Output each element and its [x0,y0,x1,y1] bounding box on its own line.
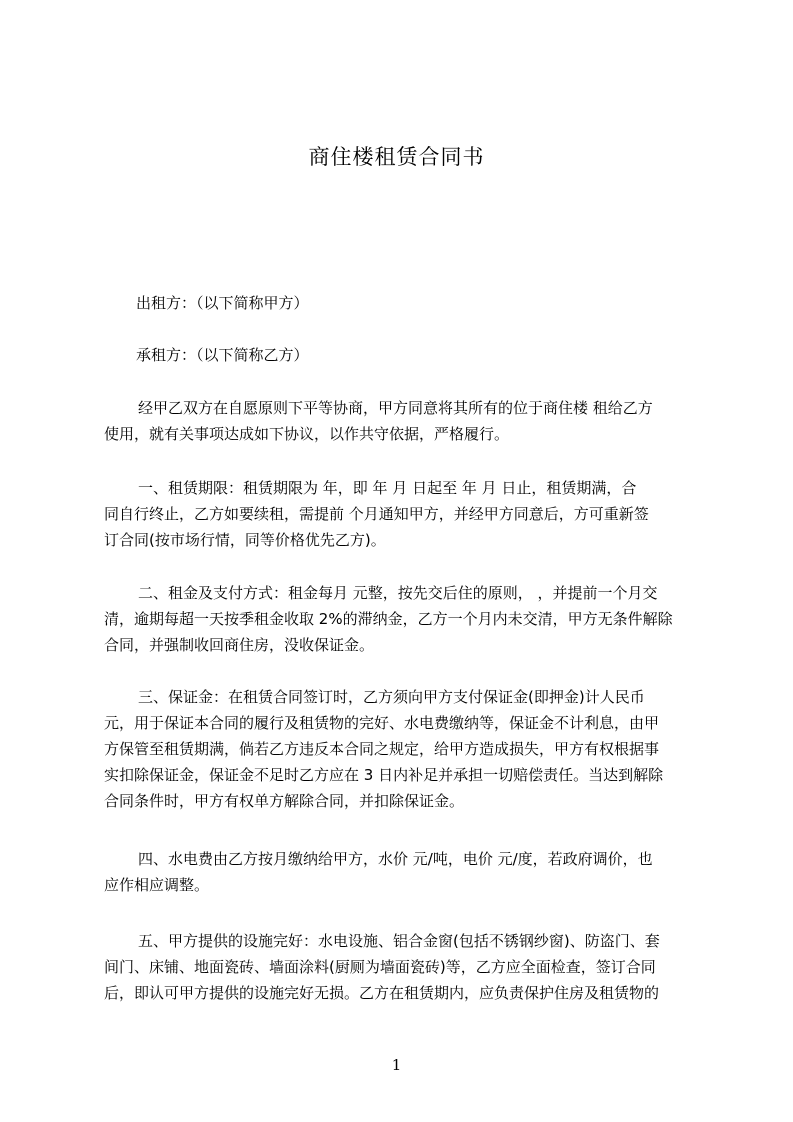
paragraph-line: 清，逾期每超一天按季租金收取 2%的滞纳金，乙方一个月内未交清，甲方无条件解除 [104,610,673,628]
paragraph-line: 同自行终止，乙方如要续租，需提前 个月通知甲方，并经甲方同意后，方可重新签 [104,505,649,523]
paragraph-line: 经甲乙双方在自愿原则下平等协商，甲方同意将其所有的位于商住楼 租给乙方 [138,399,653,417]
paragraph-line: 使用，就有关事项达成如下协议，以作共守依据，严格履行。 [104,425,510,443]
paragraph-line: 三、保证金：在租赁合同签订时，乙方须向甲方支付保证金(即押金)计人民币 [138,688,645,706]
clause-2-paragraph [104,580,700,658]
paragraph-line: 间门、床铺、地面瓷砖、墙面涂料(厨厕为墙面瓷砖)等，乙方应全面检查，签订合同 [104,958,656,976]
paragraph-line: 后，即认可甲方提供的设施完好无损。乙方在租赁期内，应负责保护住房及租赁物的 [104,984,660,1002]
paragraph-line: 合同条件时，甲方有权单方解除合同，并扣除保证金。 [104,792,465,810]
paragraph-line: 四、水电费由乙方按月缴纳给甲方，水价 元/吨，电价 元/度，若政府调价，也 [138,850,653,868]
clause-1-paragraph [104,475,700,553]
paragraph-line: 方保管至租赁期满，倘若乙方违反本合同之规定，给甲方造成损失，甲方有权根据事 [104,740,660,758]
paragraph-line: 五、甲方提供的设施完好：水电设施、铝合金窗(包括不锈钢纱窗)、防盗门、套 [138,932,660,950]
page-number: 1 [391,1056,402,1074]
paragraph-line: 订合同(按市场行情，同等价格优先乙方)。 [104,531,386,549]
paragraph-line: 二、租金及支付方式：租金每月 元整，按先交后住的原则， ，并提前一个月交 [138,584,658,602]
paragraph-line: 应作相应调整。 [104,876,210,894]
clause-4-paragraph [104,846,700,898]
document-title: 商住楼租赁合同书 [308,145,485,169]
clause-5-paragraph [104,928,700,1006]
paragraph-line: 元，用于保证本合同的履行及租赁物的完好、水电费缴纳等，保证金不计利息，由甲 [104,714,660,732]
lessee-line: 承租方：（以下简称乙方） [136,346,309,364]
clause-3-paragraph [104,684,700,814]
paragraph-line: 合同，并强制收回商住房，没收保证金。 [104,636,375,654]
paragraph-line: 一、租赁期限：租赁期限为 年，即 年 月 日起至 年 月 日止，租赁期满，合 [138,479,637,497]
paragraph-line: 实扣除保证金，保证金不足时乙方应在 3 日内补足并承担一切赔偿责任。当达到解除 [104,766,664,784]
lessor-line: 出租方：（以下简称甲方） [136,294,309,312]
intro-paragraph [104,395,700,447]
